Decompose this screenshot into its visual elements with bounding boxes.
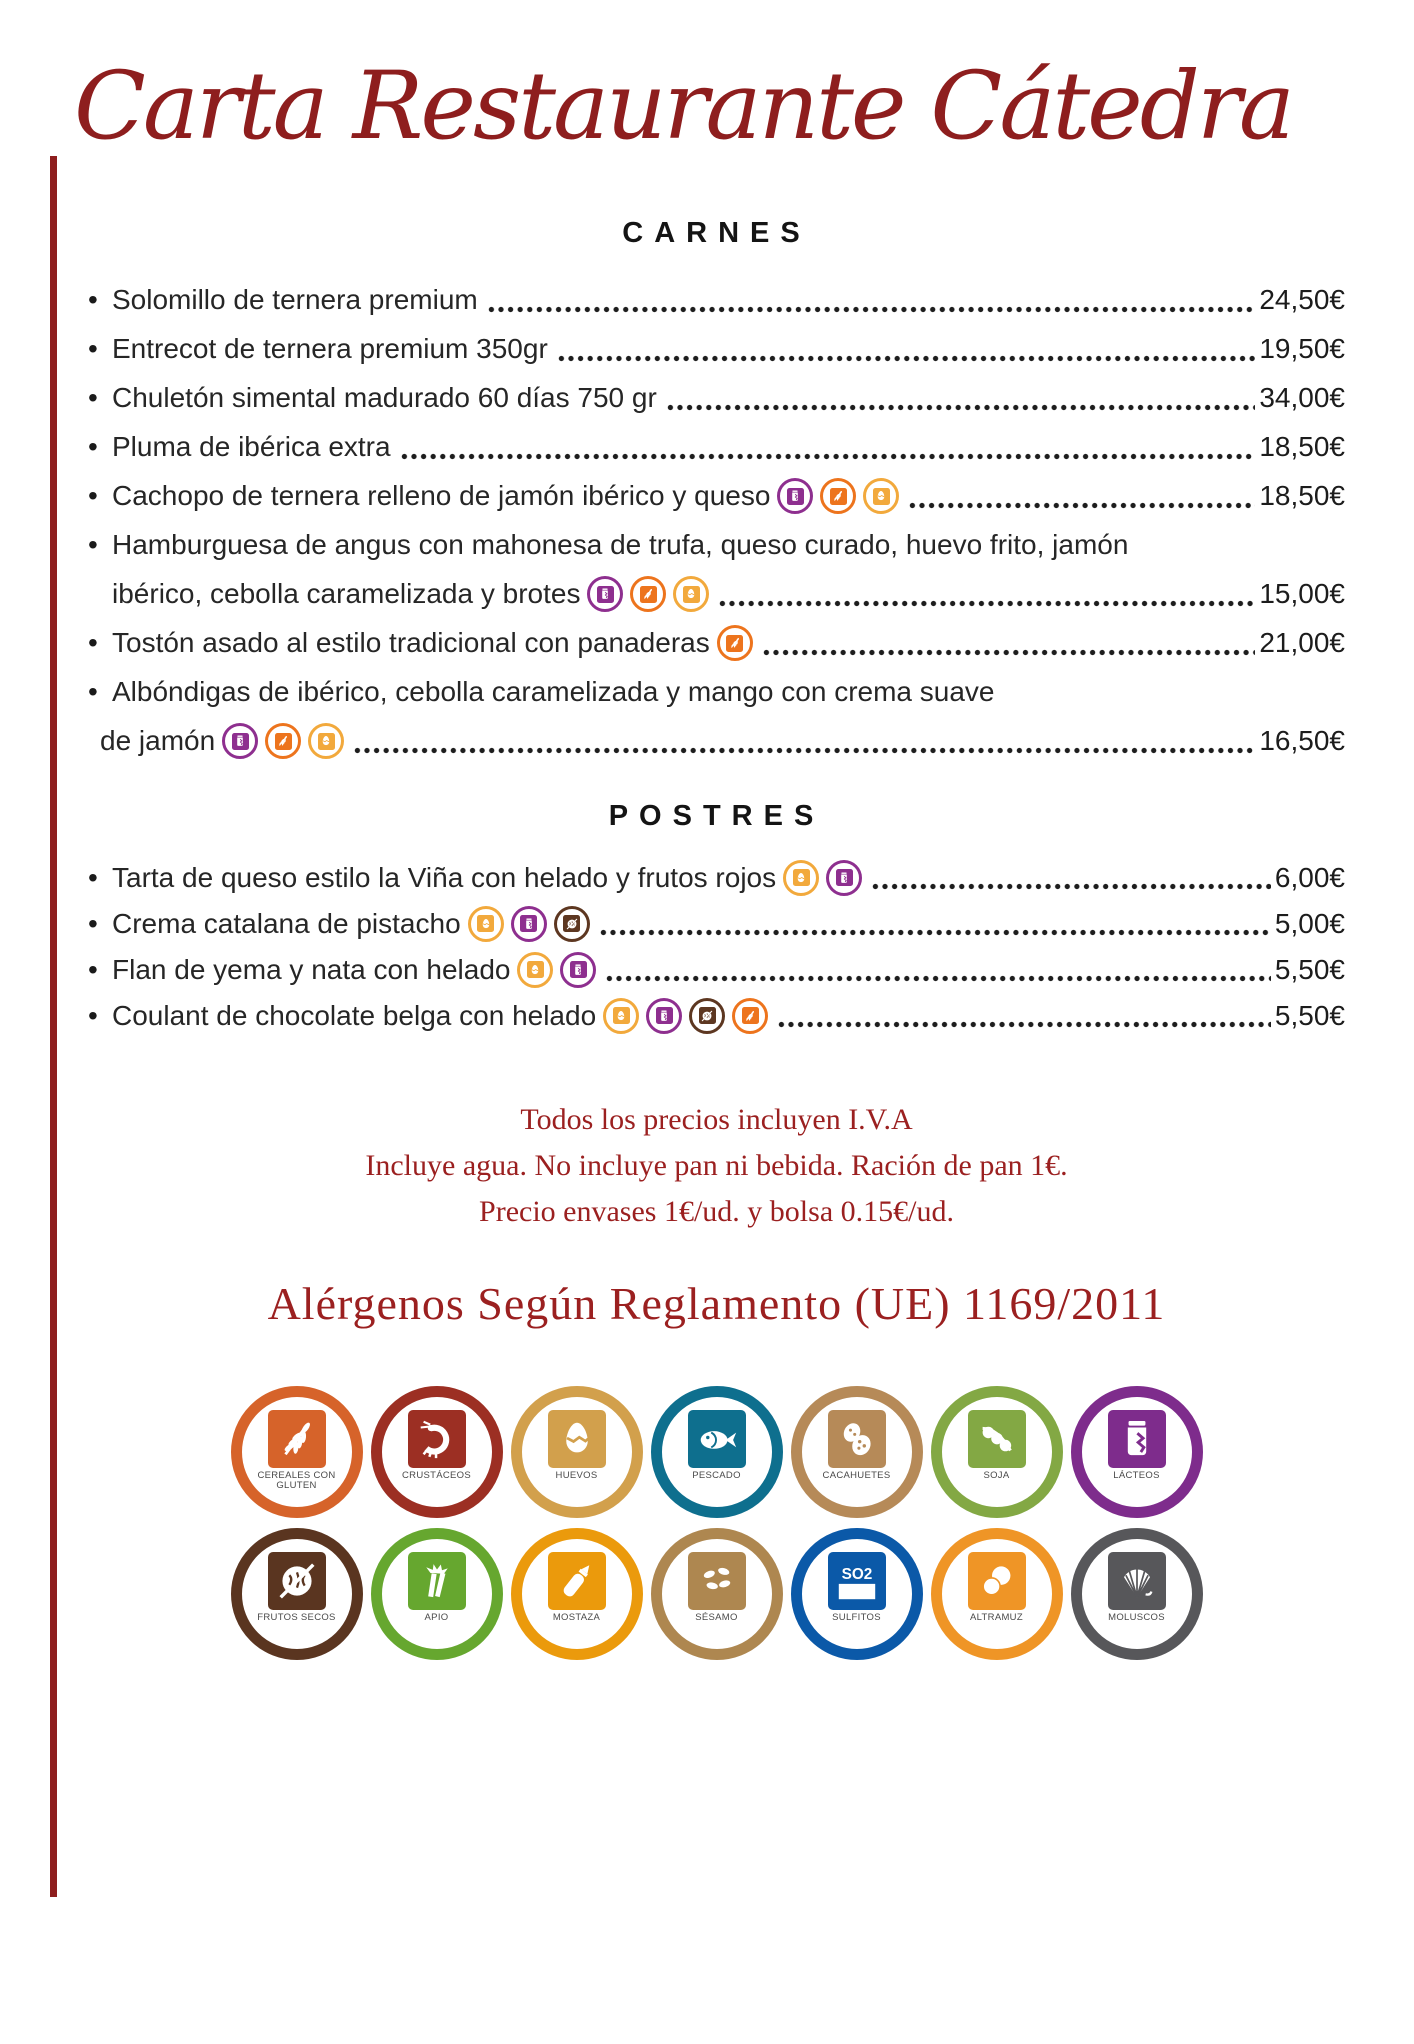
menu-item-row: [88, 521, 1345, 570]
menu-item-name: • Coulant de chocolate belga con helado: [88, 1000, 596, 1032]
allergen-label: SULFITOS: [832, 1611, 881, 1623]
dotted-leader: [909, 502, 1255, 509]
menu-item-name-line2: ibérico, cebolla caramelizada y brotes: [112, 578, 581, 610]
allergen-legend-frutos-secos: [231, 1528, 363, 1660]
allergen-legend-mostaza: [511, 1528, 643, 1660]
allergen-huevos-icon: [308, 723, 344, 759]
menu-item-price: 18,50€: [1259, 480, 1345, 512]
dotted-leader: [600, 929, 1271, 936]
dotted-leader: [401, 453, 1256, 460]
note-line: Precio envases 1€/ud. y bolsa 0.15€/ud.: [479, 1194, 954, 1228]
allergen-lacteos-icon: [777, 478, 813, 514]
allergen-huevos-icon: [603, 998, 639, 1034]
note-line: Incluye agua. No incluye pan ni bebida. Ración de pan 1€.: [365, 1148, 1068, 1182]
menu-item-price: 21,00€: [1259, 627, 1345, 659]
menu-item-name: • Solomillo de ternera premium: [88, 284, 478, 316]
allergen-gluten-icon: [732, 998, 768, 1034]
scallop-shell-icon: [1108, 1552, 1166, 1610]
menu-item-price: 5,50€: [1274, 999, 1345, 1031]
allergen-label: MOLUSCOS: [1108, 1611, 1165, 1623]
carnes-heading: CARNES: [622, 216, 811, 249]
allergen-label: MOSTAZA: [552, 1611, 601, 1623]
allergen-gluten-icon: [630, 576, 666, 612]
allergen-legend-moluscos: [1071, 1528, 1203, 1660]
allergen-legend-pescado: [651, 1386, 783, 1518]
allergen-label: SÉSAMO: [695, 1611, 738, 1623]
allergen-frutos-secos-icon: [689, 998, 725, 1034]
soy-pod-icon: [968, 1410, 1026, 1468]
allergen-gluten-icon: [820, 478, 856, 514]
menu-item-name: • Cachopo de ternera relleno de jamón ibérico y queso: [88, 480, 770, 512]
menu-item-row: [88, 472, 1345, 521]
allergens-heading: Alérgenos Según Reglamento (UE) 1169/2011: [267, 1277, 1166, 1329]
page-title: Carta Restaurante Cátedra: [74, 52, 1292, 161]
menu-item-name: • Hamburguesa de angus con mahonesa de trufa, queso curado, huevo frito, jamón: [88, 529, 1128, 561]
allergen-huevos-icon: [673, 576, 709, 612]
allergen-legend-row-2: [231, 1528, 1203, 1660]
allergen-legend-sulfitos: [791, 1528, 923, 1660]
allergen-label: HUEVOS: [555, 1469, 598, 1481]
allergen-lacteos-icon: [646, 998, 682, 1034]
menu-item-name: • Chuletón simental madurado 60 días 750 gr: [88, 382, 657, 414]
dotted-leader: [667, 404, 1256, 411]
shrimp-icon: [408, 1410, 466, 1468]
pricing-notes: [88, 1097, 1345, 1235]
milk-jug-icon: [1108, 1410, 1166, 1468]
sesame-seeds-icon: [688, 1552, 746, 1610]
menu-item-row: [88, 947, 1345, 993]
allergen-lacteos-icon: [587, 576, 623, 612]
menu-item-row: [88, 993, 1345, 1039]
lupin-icon: [968, 1552, 1026, 1610]
menu-item-name: • Crema catalana de pistacho: [88, 908, 461, 940]
menu-item-row: [88, 901, 1345, 947]
allergen-lacteos-icon: [511, 906, 547, 942]
menu-item-row: [88, 668, 1345, 717]
allergen-legend-soja: [931, 1386, 1063, 1518]
menu-item-name: • Tarta de queso estilo la Viña con helado y frutos rojos: [88, 862, 776, 894]
dotted-leader: [763, 649, 1256, 656]
menu-item-name-line2: de jamón: [100, 725, 216, 757]
allergen-label: CEREALES CON GLUTEN: [257, 1469, 336, 1492]
menu-item-row-continuation: [100, 717, 1345, 766]
menu-item-row: [88, 855, 1345, 901]
allergen-legend-cereales: [231, 1386, 363, 1518]
celery-icon: [408, 1552, 466, 1610]
allergen-legend-altramuz: [931, 1528, 1063, 1660]
cracked-egg-icon: [548, 1410, 606, 1468]
allergen-legend-apio: [371, 1528, 503, 1660]
allergen-label: ALTRAMUZ: [970, 1611, 1023, 1623]
allergen-legend-huevos: [511, 1386, 643, 1518]
menu-item-row: [88, 325, 1345, 374]
menu-item-price: 6,00€: [1274, 861, 1345, 893]
allergen-legend-crustaceos: [371, 1386, 503, 1518]
menu-item-name: • Albóndigas de ibérico, cebolla caramelizada y mango con crema suave: [88, 676, 995, 708]
peanut-icon: [828, 1410, 886, 1468]
menu-item-price: 24,50€: [1259, 284, 1345, 316]
menu-item-row: [88, 276, 1345, 325]
allergen-label: LÁCTEOS: [1113, 1469, 1160, 1481]
allergen-label: PESCADO: [692, 1469, 741, 1481]
allergen-legend-sesamo: [651, 1528, 783, 1660]
note-line: Todos los precios incluyen I.V.A: [520, 1102, 913, 1136]
wheat-icon: [268, 1410, 326, 1468]
allergen-huevos-icon: [517, 952, 553, 988]
mustard-bottle-icon: [548, 1552, 606, 1610]
carnes-list: [88, 276, 1345, 766]
menu-item-name: • Tostón asado al estilo tradicional con panaderas: [88, 627, 710, 659]
dotted-leader: [488, 306, 1256, 313]
postres-list: [88, 855, 1345, 1039]
allergen-huevos-icon: [783, 860, 819, 896]
menu-item-price: 15,00€: [1259, 578, 1345, 610]
dotted-leader: [606, 975, 1270, 982]
allergen-legend-row-1: [231, 1386, 1203, 1518]
menu-item-price: 5,50€: [1274, 953, 1345, 985]
allergen-label: SOJA: [983, 1469, 1010, 1481]
left-accent-bar: [50, 156, 57, 1897]
dotted-leader: [354, 747, 1255, 754]
allergen-legend-cacahuetes: [791, 1386, 923, 1518]
carnes-section: [88, 217, 1345, 766]
dotted-leader: [872, 883, 1271, 890]
menu-item-row: [88, 374, 1345, 423]
menu-item-row-continuation: [112, 570, 1345, 619]
allergen-legend-lacteos: [1071, 1386, 1203, 1518]
allergen-legend: [88, 1386, 1345, 1660]
postres-heading: POSTRES: [608, 799, 825, 832]
allergen-huevos-icon: [468, 906, 504, 942]
allergen-lacteos-icon: [222, 723, 258, 759]
allergen-lacteos-icon: [826, 860, 862, 896]
allergen-label: FRUTOS SECOS: [257, 1611, 336, 1623]
fish-icon: [688, 1410, 746, 1468]
dotted-leader: [719, 600, 1255, 607]
allergen-gluten-icon: [265, 723, 301, 759]
postres-section: [88, 800, 1345, 1039]
allergen-label: APIO: [424, 1611, 449, 1623]
dotted-leader: [558, 355, 1256, 362]
menu-item-price: 16,50€: [1259, 725, 1345, 757]
menu-item-price: 18,50€: [1259, 431, 1345, 463]
menu-item-price: 19,50€: [1259, 333, 1345, 365]
menu-item-name: • Pluma de ibérica extra: [88, 431, 391, 463]
walnut-icon: [268, 1552, 326, 1610]
menu-item-price: 34,00€: [1259, 382, 1345, 414]
allergen-huevos-icon: [863, 478, 899, 514]
allergen-gluten-icon: [717, 625, 753, 661]
menu-item-row: [88, 619, 1345, 668]
menu-page: [0, 44, 1414, 1660]
menu-item-price: 5,00€: [1274, 907, 1345, 939]
allergen-label: CACAHUETES: [822, 1469, 891, 1481]
allergen-lacteos-icon: [560, 952, 596, 988]
dotted-leader: [778, 1021, 1271, 1028]
allergen-frutos-secos-icon: [554, 906, 590, 942]
so2-icon: [828, 1552, 886, 1610]
menu-item-name: • Flan de yema y nata con helado: [88, 954, 510, 986]
svg-text:SO2: SO2: [841, 1565, 872, 1583]
menu-item-name: • Entrecot de ternera premium 350gr: [88, 333, 548, 365]
menu-item-row: [88, 423, 1345, 472]
allergen-label: CRUSTÁCEOS: [402, 1469, 471, 1481]
